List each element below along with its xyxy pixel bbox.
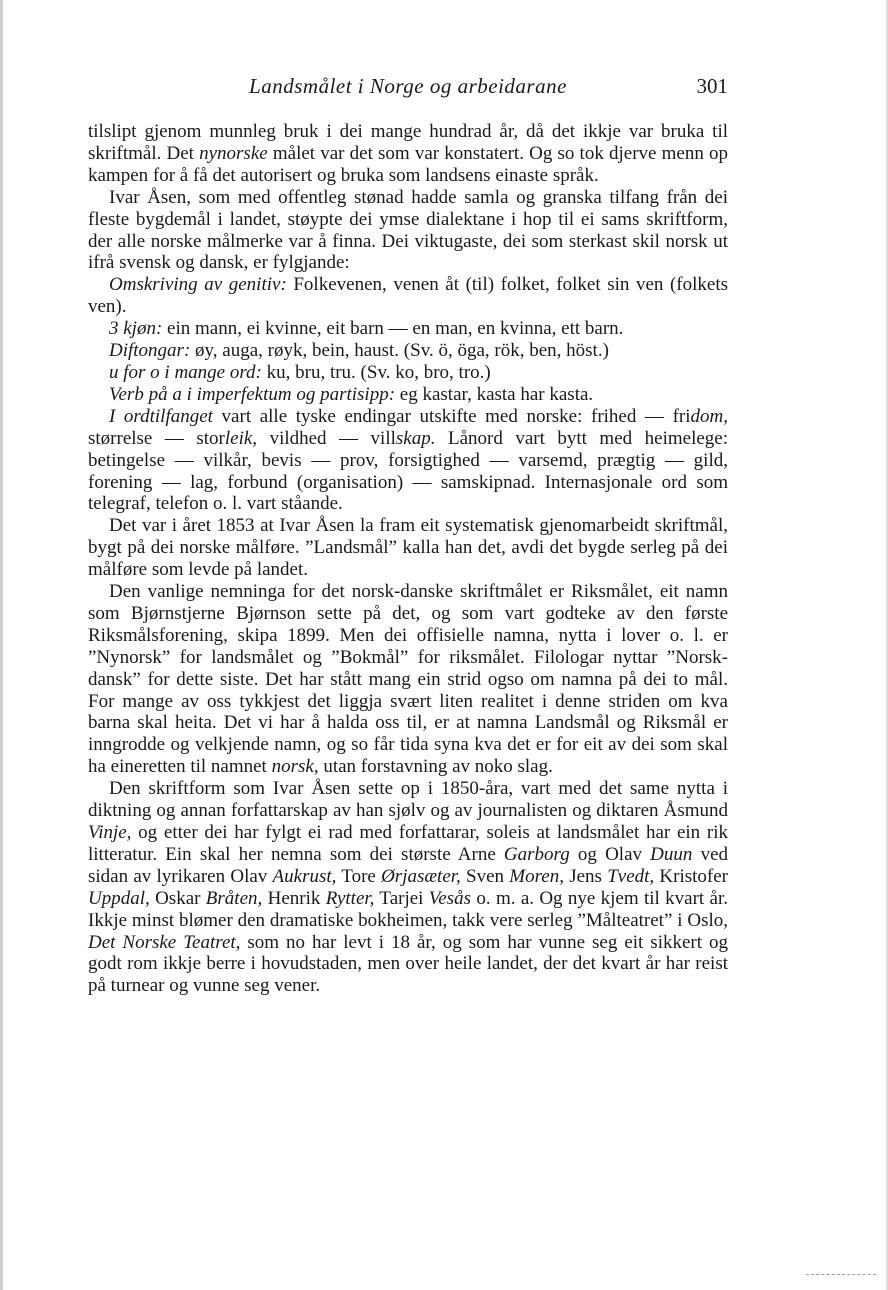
italic-run: skap. — [395, 427, 436, 449]
italic-run: norsk, — [271, 756, 319, 778]
paragraph — [88, 384, 728, 406]
paragraph — [88, 362, 728, 384]
text-run: Den skriftform som Ivar Åsen sette op i 1850-åra, vart med det same nytta i diktning og annan forfattarskap av han sjølv og av journalisten og diktaren Åsmund — [88, 778, 728, 822]
text-run: og Olav — [569, 843, 651, 865]
text-run: Tore — [336, 865, 382, 887]
text-run: øy, auga, røyk, bein, haust. (Sv. ö, öga, rök, ben, höst.) — [190, 340, 609, 362]
paragraph — [88, 340, 728, 362]
italic-run: leik, — [224, 427, 258, 449]
text-run: Ivar Åsen, som med offentleg stønad hadde samla og granska tilfang från dei fleste bygdemål i landet, støypte dei ymse dialektane i hop til ei sams skriftform, der alle norske målmerke var å finna. Dei viktugaste, dei som sterkast skil norsk ut ifrå svensk og dansk, er fylgjande: — [88, 186, 728, 274]
paragraph — [88, 515, 728, 581]
text-run: vildhed — vill — [257, 427, 396, 449]
text-run: ein mann, ei kvinne, eit barn — en man, en kvinna, ett barn. — [162, 318, 624, 340]
italic-run: Vinje, — [88, 822, 132, 843]
italic-run: Moren, — [509, 865, 564, 887]
italic-run: Diftongar: — [109, 340, 191, 362]
text-run: ved sidan av lyrikaren Olav — [88, 843, 729, 887]
text-run: o. m. a. Og nye kjem til kvart år. Ikkje minst blømer den dramatiske bokheimen, takk vere serleg ”Målteatret” i Oslo, — [88, 887, 728, 931]
italic-run: Garborg — [503, 843, 570, 865]
text-run: som no har levt i 18 år, og som har vunne seg eit sikkert og godt rom ikkje berre i hovudstaden, men over heile landet, der det kvart år har reist på turnear og vunne seg vener. — [88, 931, 728, 997]
text-run: Jens — [563, 865, 608, 887]
paragraph — [88, 318, 728, 340]
text-run: Tarjei — [374, 887, 429, 909]
page-header — [88, 74, 728, 104]
paragraph — [88, 778, 728, 997]
text-run: Sven — [460, 865, 510, 887]
text-run: Kristofer — [654, 865, 729, 887]
text-run: Den vanlige nemninga for det norsk-danske skriftmålet er Riksmålet, eit namn som Bjørnstjerne Bjørnson sette på det, og som vart godteke av den første Riksmålsforening, skipa 1899. Men dei offisielle namna, nytta i lover o. l. er ”Nynorsk” for landsmålet og ”Bokmål” for riksmålet. Filologar nyttar ”Norsk-dansk” for dette siste. Det har stått mang ein strid ogso om namna på dei to mål. For mange av oss tykkjest det liggja svært liten realitet i denne striden om kva barna skal heita. Det vi har å halda oss til, er at namna Landsmål og Riksmål er inngrodde og velkjende namn, og so får tida syna kva det er for eit av dei som skal ha eineretten til namnet — [88, 581, 728, 778]
text-run: Lånord vart bytt med heimelege: betingelse — vilkår, bevis — prov, forsigtighed — varsemd, prægtig — gild, forening — lag, forbund (organisation) — samskipnad. Internasjonale ord som telegraf, telefon o. l. vart ståande. — [88, 427, 728, 515]
italic-run: Det Norske Teatret, — [88, 931, 241, 953]
body-text — [88, 121, 728, 997]
italic-run: Ørjasæter, — [381, 865, 461, 887]
italic-run: Aukrust, — [272, 865, 337, 887]
text-run: eg kastar, kasta har kasta. — [395, 383, 594, 405]
text-run: Det var i året 1853 at Ivar Åsen la fram eit systematisk gjenomarbeidt skriftmål, bygt på dei norske målføre. ”Landsmål” kalla han det, avdi det bygde serleg på dei målføre som levde på landet. — [88, 515, 728, 581]
italic-run: 3 kjøn: — [109, 318, 163, 340]
scan-mark — [806, 1274, 876, 1276]
italic-run: I ordtilfanget — [109, 405, 213, 427]
italic-run: Duun — [650, 843, 693, 865]
text-run: Folkevenen, venen åt (til) folket, folket sin ven (folkets ven). — [88, 274, 728, 318]
italic-run: Vesås — [428, 887, 472, 909]
italic-run: Rytter, — [325, 887, 375, 909]
italic-run: Bråten, — [205, 887, 263, 909]
italic-run: u for o i mange ord: — [109, 361, 262, 383]
text-run: Henrik — [262, 887, 326, 909]
text-run: Oskar — [149, 887, 206, 909]
italic-run: nynorske — [199, 142, 268, 164]
italic-run: dom, — [690, 405, 728, 427]
paragraph — [88, 581, 728, 778]
text-run: ku, bru, tru. (Sv. ko, bro, tro.) — [261, 361, 491, 383]
paragraph — [88, 406, 728, 516]
text-run: tilslipt gjenom munnleg bruk i dei mange hundrad år, då det ikkje var bruka til skriftmål. Det — [88, 121, 728, 164]
running-title: Landsmålet i Norge og arbeidarane — [249, 74, 567, 98]
text-run: utan forstavning av noko slag. — [318, 756, 553, 778]
paragraph — [88, 121, 728, 187]
text-run: vart alle tyske endingar utskifte med norske: frihed — fri — [212, 405, 691, 427]
italic-run: Uppdal, — [88, 887, 150, 909]
page-number: 301 — [696, 74, 728, 98]
text-run: og etter dei har fylgt ei rad med forfattarar, soleis at landsmålet har ein rik litteratur. Ein skal her nemna som dei største Arne — [88, 822, 728, 865]
italic-run: Verb på a i imperfektum og partisipp: — [109, 383, 396, 405]
italic-run: Omskriving av genitiv: — [109, 274, 287, 296]
scan-edge — [0, 0, 3, 1290]
text-run: størrelse — stor — [88, 427, 225, 449]
text-run: målet var det som var konstatert. Og so tok djerve menn op kampen for å få det autorisert og bruka som landsens einaste språk. — [88, 142, 728, 186]
italic-run: Tvedt, — [607, 865, 655, 887]
paragraph — [88, 274, 728, 318]
paragraph — [88, 187, 728, 275]
